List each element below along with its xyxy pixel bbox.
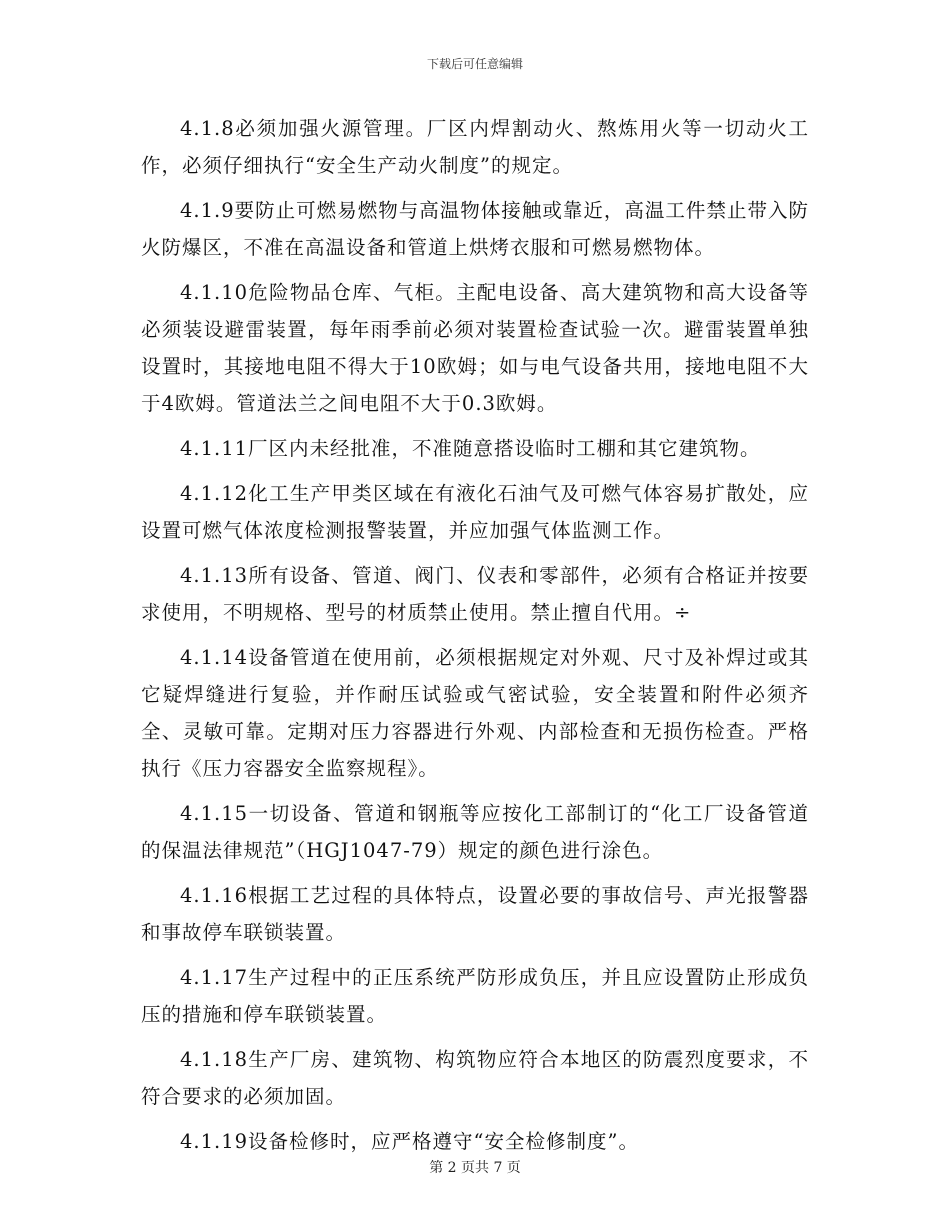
paragraph-4-1-18: 4.1.18生产厂房、建筑物、构筑物应符合本地区的防震烈度要求，不符合要求的必须加固。 — [141, 1048, 809, 1108]
paragraph-4-1-9: 4.1.9要防止可燃易燃物与高温物体接触或靠近，高温工件禁止带入防火防爆区，不准在高温设备和管道上烘烤衣服和可燃易燃物体。 — [141, 199, 809, 259]
paragraph-4-1-12: 4.1.12化工生产甲类区域在有液化石油气及可燃气体容易扩散处，应设置可燃气体浓度检测报警装置，并应加强气体监测工作。 — [141, 482, 809, 542]
page-number: 第 2 页共 7 页 — [429, 1160, 521, 1176]
paragraph-4-1-10: 4.1.10危险物品仓库、气柜。主配电设备、高大建筑物和高大设备等必须装设避雷装置，每年雨季前必须对装置检查试验一次。避雷装置单独设置时，其接地电阻不得大于10欧姆；如与电气设备共用，接地电阻不大于4欧姆。管道法兰之间电阻不大于0.3欧姆。 — [141, 281, 809, 415]
paragraph-4-1-11: 4.1.11厂区内未经批准，不准随意搭设临时工棚和其它建筑物。 — [180, 437, 761, 460]
paragraph-4-1-8: 4.1.8必须加强火源管理。厂区内焊割动火、熬炼用火等一切动火工作，必须仔细执行“安全生产动火制度”的规定。 — [141, 117, 809, 177]
paragraph-4-1-15: 4.1.15一切设备、管道和钢瓶等应按化工部制订的“化工厂设备管道的保温法律规范”（HGJ1047-79）规定的颜色进行涂色。 — [141, 802, 809, 862]
paragraph-4-1-14: 4.1.14设备管道在使用前，必须根据规定对外观、尺寸及补焊过或其它疑焊缝进行复验，并作耐压试验或气密试验，安全装置和附件必须齐全、灵敏可靠。定期对压力容器进行外观、内部检查和无损伤检查。严格执行《压力容器安全监察规程》。 — [141, 646, 809, 780]
paragraph-4-1-16: 4.1.16根据工艺过程的具体特点，设置必要的事故信号、声光报警器和事故停车联锁装置。 — [141, 884, 809, 944]
header-note: 下载后可任意编辑 — [426, 57, 523, 71]
document-body — [141, 110, 809, 1168]
paragraph-4-1-13: 4.1.13所有设备、管道、阀门、仪表和零部件，必须有合格证并按要求使用，不明规格、型号的材质禁止使用。禁止擅自代用。÷ — [141, 564, 809, 624]
paragraph-4-1-17: 4.1.17生产过程中的正压系统严防形成负压，并且应设置防止形成负压的措施和停车联锁装置。 — [141, 966, 809, 1026]
paragraph-4-1-19: 4.1.19设备检修时，应严格遵守“安全检修制度”。 — [180, 1130, 639, 1153]
